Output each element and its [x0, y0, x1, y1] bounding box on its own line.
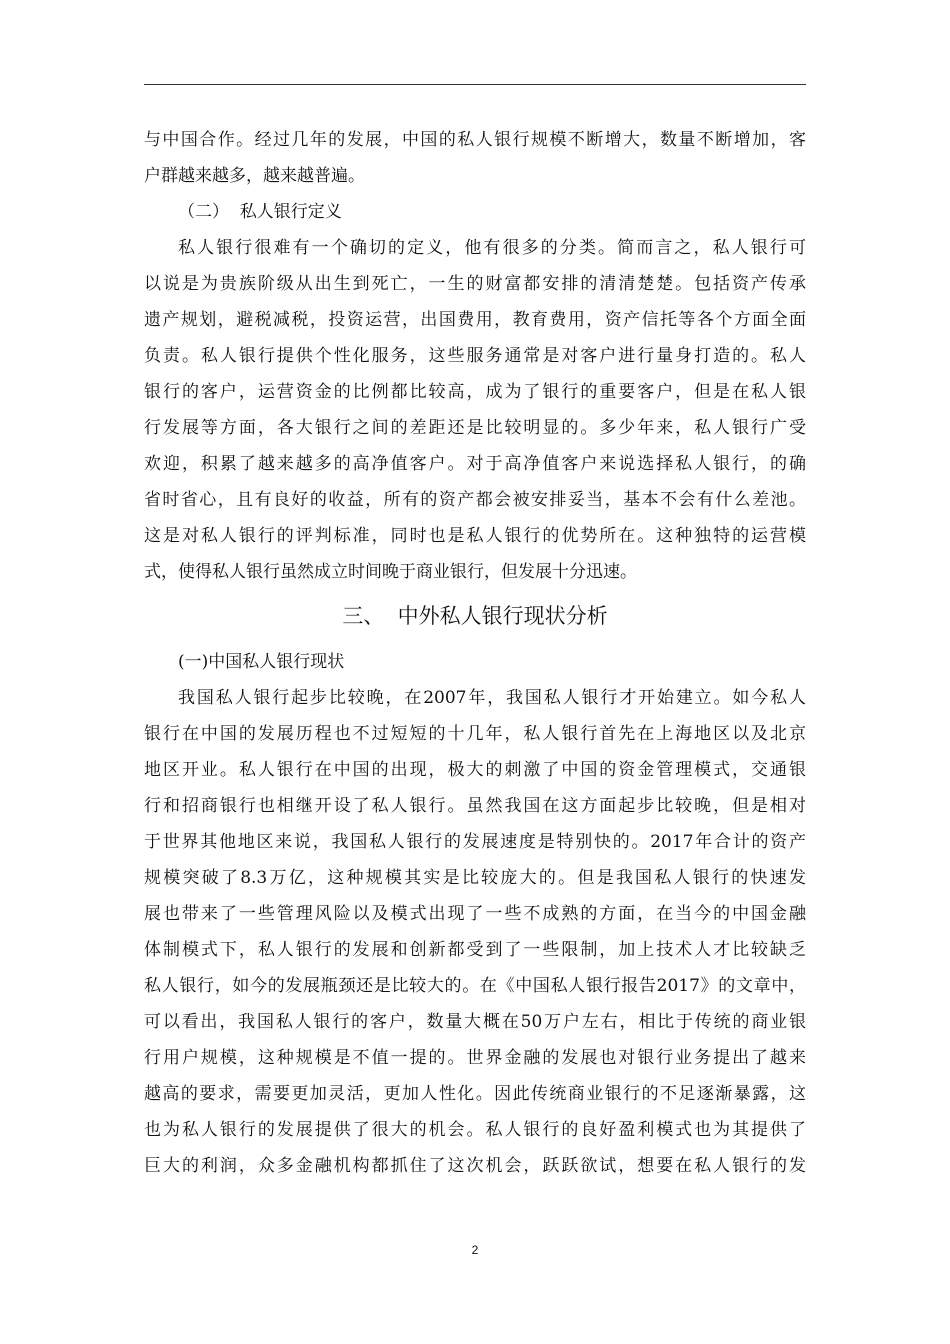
paragraph-line: 银行在中国的发展历程也不过短短的十几年，私人银行首先在上海地区以及北京: [144, 724, 806, 744]
section-title: 三、 中外私人银行现状分析: [342, 604, 608, 628]
paragraph-line: 地区开业。私人银行在中国的出现，极大的刺激了中国的资金管理模式，交通银: [144, 760, 806, 780]
page-number: 2: [471, 1243, 479, 1257]
paragraph-line: 我国私人银行起步比较晚，在2007年，我国私人银行才开始建立。如今私人: [178, 688, 806, 708]
paragraph-line: 规模突破了8.3万亿，这种规模其实是比较庞大的。但是我国私人银行的快速发: [144, 868, 806, 888]
subsection-heading: （二） 私人银行定义: [178, 202, 342, 222]
paragraph-line: 银行的客户，运营资金的比例都比较高，成为了银行的重要客户，但是在私人银: [144, 382, 806, 402]
paragraph-line: 也为私人银行的发展提供了很大的机会。私人银行的良好盈利模式也为其提供了: [144, 1120, 806, 1140]
paragraph-line: 私人银行很难有一个确切的定义，他有很多的分类。简而言之，私人银行可: [178, 238, 806, 258]
paragraph-line: 户群越来越多，越来越普遍。: [144, 166, 365, 186]
paragraph-line: 欢迎，积累了越来越多的高净值客户。对于高净值客户来说选择私人银行，的确: [144, 454, 806, 474]
paragraph-line: 越高的要求，需要更加灵活，更加人性化。因此传统商业银行的不足逐渐暴露，这: [144, 1084, 806, 1104]
paragraph-line: 遗产规划，避税减税，投资运营，出国费用，教育费用，资产信托等各个方面全面: [144, 310, 806, 330]
paragraph-line: 以说是为贵族阶级从出生到死亡，一生的财富都安排的清清楚楚。包括资产传承: [144, 274, 806, 294]
paragraph-line: 负责。私人银行提供个性化服务，这些服务通常是对客户进行量身打造的。私人: [144, 346, 806, 366]
paragraph-line: 行发展等方面，各大银行之间的差距还是比较明显的。多少年来，私人银行广受: [144, 418, 806, 438]
subsection-heading: (一)中国私人银行现状: [178, 652, 345, 672]
paragraph-line: 省时省心，且有良好的收益，所有的资产都会被安排妥当，基本不会有什么差池。: [144, 490, 806, 510]
paragraph-line: 巨大的利润，众多金融机构都抓住了这次机会，跃跃欲试，想要在私人银行的发: [144, 1156, 806, 1176]
header-rule: [144, 84, 806, 85]
paragraph-line: 与中国合作。经过几年的发展，中国的私人银行规模不断增大，数量不断增加，客: [144, 130, 806, 150]
paragraph-line: 可以看出，我国私人银行的客户，数量大概在50万户左右，相比于传统的商业银: [144, 1012, 806, 1032]
paragraph-line: 于世界其他地区来说，我国私人银行的发展速度是特别快的。2017年合计的资产: [144, 832, 806, 852]
paragraph-line: 体制模式下，私人银行的发展和创新都受到了一些限制，加上技术人才比较缺乏: [144, 940, 806, 960]
paragraph-line: 行和招商银行也相继开设了私人银行。虽然我国在这方面起步比较晚，但是相对: [144, 796, 806, 816]
paragraph-line: 行用户规模，这种规模是不值一提的。世界金融的发展也对银行业务提出了越来: [144, 1048, 806, 1068]
paragraph-line: 展也带来了一些管理风险以及模式出现了一些不成熟的方面，在当今的中国金融: [144, 904, 806, 924]
paragraph-line: 式，使得私人银行虽然成立时间晚于商业银行，但发展十分迅速。: [144, 562, 637, 582]
paragraph-line: 私人银行，如今的发展瓶颈还是比较大的。在《中国私人银行报告2017》的文章中，: [144, 976, 806, 996]
paragraph-line: 这是对私人银行的评判标准，同时也是私人银行的优势所在。这种独特的运营模: [144, 526, 806, 546]
